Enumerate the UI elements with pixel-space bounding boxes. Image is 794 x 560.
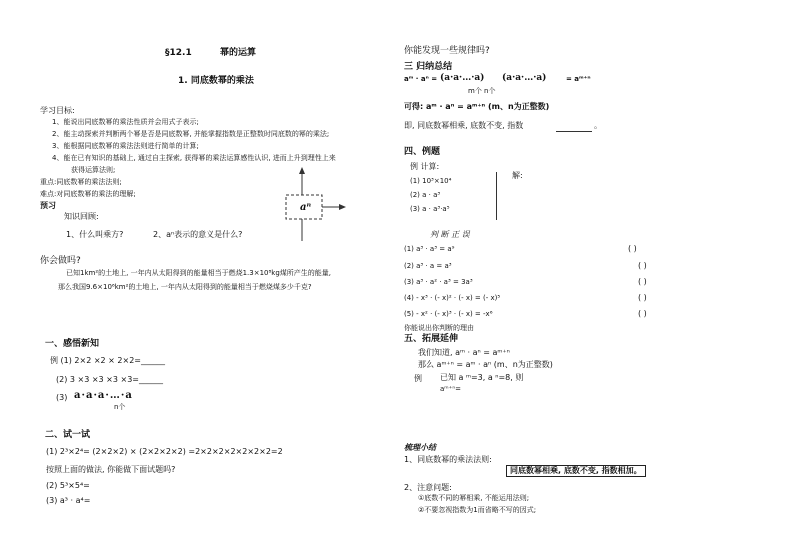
calc-1: (1) 10³×10⁴ xyxy=(410,177,452,185)
goal-item: 3、能根据同底数幂的乘法法则进行简单的计算; xyxy=(52,142,199,150)
subtitle: 1. 同底数幂的乘法 xyxy=(178,76,254,86)
part2-heading: 二、试一试 xyxy=(45,430,91,440)
try-1: (1) 2³×2⁴= (2×2×2) × (2×2×2×2) =2×2×2×2×2×2×2=2 xyxy=(46,447,283,456)
part4-heading: 四、例题 xyxy=(404,147,441,157)
judge-item: (4) - x³ · (- x)² · (- x) = (- x)⁵ xyxy=(404,294,501,302)
goal-item: 4、能在已有知识的基础上, 通过自主探索, 获得幂的乘法运算感性认识, 进而上升到理性上来 xyxy=(52,154,336,162)
solve-label: 解: xyxy=(512,171,523,180)
judge-heading: 判 断 正 误 xyxy=(430,230,470,239)
judge-blank[interactable]: ( ) xyxy=(638,309,647,318)
calc-2: (2) a · a³ xyxy=(410,191,441,199)
difficulty: 难点:对同底数幂的乘法的理解; xyxy=(40,190,136,198)
judge-blank[interactable]: ( ) xyxy=(638,261,647,270)
rule-blank[interactable] xyxy=(556,131,592,132)
general-rhs: = aᵐ⁺ⁿ xyxy=(566,75,591,83)
general-factor-1: (a·a·…·a) xyxy=(440,73,485,83)
general-factor-2: (a·a·…·a) xyxy=(502,73,547,83)
reason-prompt: 你能说出你判断的理由 xyxy=(404,324,474,332)
extension-3-label: 例 xyxy=(414,374,422,383)
think-prompt: 你会做吗? xyxy=(40,256,81,266)
goal-item: 2、能主动探索并判断两个幂是否是同底数幂, 并能掌握指数是正整数时同底数的幂的乘法; xyxy=(52,130,330,138)
extension-1: 我们知道, aᵐ · aⁿ = aᵐ⁺ⁿ xyxy=(418,348,510,357)
try-3: (3) a³ · a⁴= xyxy=(46,496,91,505)
try-prompt: 按照上面的做法, 你能做下面试题吗? xyxy=(46,465,176,474)
calc-3: (3) a · a³·a⁵ xyxy=(410,205,450,213)
example-3-note: n个 xyxy=(114,403,126,411)
section-number: §12.1 xyxy=(165,48,192,58)
key-point: 重点:同底数幂的乘法法则; xyxy=(40,178,122,186)
try-2: (2) 5³×5⁴= xyxy=(46,481,90,490)
rule-line: 可得: aᵐ · aⁿ = aᵐ⁺ⁿ (m、n为正整数) xyxy=(404,102,550,111)
part1-heading: 一、感悟新知 xyxy=(45,339,100,349)
summary-2: 2、注意问题: xyxy=(404,483,452,492)
pattern-question: 你能发现一些规律吗? xyxy=(404,46,490,56)
calc-divider xyxy=(496,172,497,220)
rule-period: 。 xyxy=(594,121,602,130)
diagram-label: aⁿ xyxy=(300,202,312,213)
review-heading: 知识回顾: xyxy=(64,212,99,221)
part5-heading: 五、拓展延伸 xyxy=(404,334,459,344)
preview-heading: 预习 xyxy=(40,201,56,210)
summary-heading: 梳理小结 xyxy=(404,443,436,452)
judge-item: (2) a³ · a = a³ xyxy=(404,262,452,270)
general-note: m个 n个 xyxy=(468,87,496,95)
summary-1-box: 同底数幂相乘, 底数不变, 指数相加。 xyxy=(506,465,646,477)
section-title: 幂的运算 xyxy=(220,48,257,58)
rule-text: 即, 同底数幂相乘, 底数不变, 指数 xyxy=(404,121,524,130)
calc-label: 例 计算: xyxy=(410,162,440,171)
judge-blank[interactable]: ( ) xyxy=(628,244,637,253)
question-2: 2、aⁿ表示的意义是什么? xyxy=(153,230,243,239)
question-1: 1、什么叫乘方? xyxy=(66,230,124,239)
judge-blank[interactable]: ( ) xyxy=(638,293,647,302)
summary-2a: ①底数不同的幂相乘, 不能运用法则; xyxy=(418,494,530,502)
summary-2b: ②不要忽视指数为1而省略不写的因式; xyxy=(418,506,537,514)
judge-blank[interactable]: ( ) xyxy=(638,277,647,286)
general-lhs: aᵐ · aⁿ = xyxy=(404,75,438,83)
goal-item: 获得运算法则; xyxy=(71,166,116,174)
judge-item: (1) a³ · a³ = a⁹ xyxy=(404,245,455,253)
power-arrow-diagram xyxy=(278,165,348,245)
problem-line-1: 已知1km²的土地上, 一年内从太阳得到的能量相当于燃烧1.3×10⁸kg煤所产生的能量, xyxy=(66,269,332,277)
example-3-formula: a·a·a·…·a xyxy=(74,390,133,401)
extension-4: aᵐ⁺ⁿ= xyxy=(440,385,461,393)
example-2: (2) 3 ×3 ×3 ×3 ×3=______ xyxy=(56,375,164,384)
example-1: 例 (1) 2×2 ×2 × 2×2=______ xyxy=(50,356,166,365)
part3-heading: 三 归纳总结 xyxy=(404,62,453,72)
extension-3: 已知 a ᵐ=3, a ⁿ=8, 则 xyxy=(440,373,524,382)
judge-item: (3) a³ · a² · a³ = 3a³ xyxy=(404,278,473,286)
summary-1: 1、同底数幂的乘法法则: xyxy=(404,455,492,464)
goal-item: 1、能说出同底数幂的乘法性质并会用式子表示; xyxy=(52,118,199,126)
goals-heading: 学习目标: xyxy=(40,106,75,115)
problem-line-2: 那么我国9.6×10⁶km²的土地上, 一年内从太阳得到的能量相当于燃烧煤多少千克? xyxy=(58,283,312,291)
extension-2: 那么 aᵐ⁺ⁿ = aᵐ · aⁿ (m、n为正整数) xyxy=(418,360,553,369)
judge-item: (5) - x² · (- x)³ · (- x) = -x⁶ xyxy=(404,310,493,318)
example-3-label: (3) xyxy=(56,393,68,402)
